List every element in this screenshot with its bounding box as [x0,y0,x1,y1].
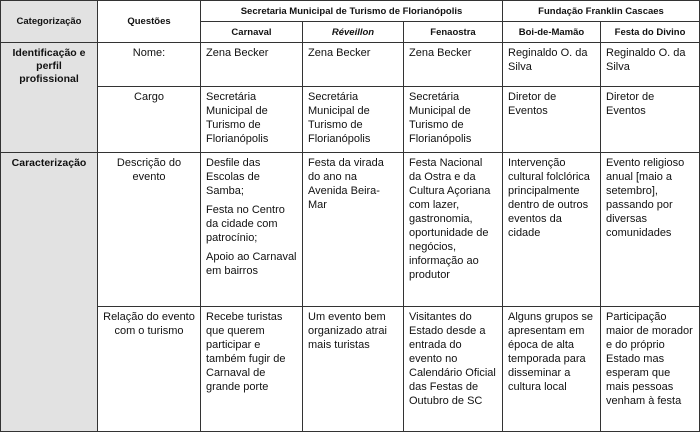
header-event-carnaval: Carnaval [201,22,303,43]
cell-cargo-reveillon [303,87,404,153]
header-event-reveillon: Réveillon [303,22,404,43]
table-row-relacao [1,307,700,432]
cell-text: Recebe turistas que querem participar e também fugir de Carnaval de grande porte [206,311,286,393]
category-identificacao: Identificação e perfil profissional [1,43,98,153]
header-fundacao: Fundação Franklin Cascaes [503,1,700,22]
cell-text: Zena Becker [308,47,371,59]
header-questoes: Questões [98,1,201,43]
cell-text: Secretária Municipal de Turismo de Florianópolis [206,91,269,145]
cell-cargo-carnaval [201,87,303,153]
table-row-cargo [1,87,700,153]
cell-descricao-boi-de-mamao [503,153,601,307]
cell-text: Diretor de Eventos [508,91,557,117]
cell-text: Alguns grupos se apresentam em época de alta temporada para disseminar a cultura local [508,311,593,393]
cell-text: Zena Becker [409,47,472,59]
cell-text: Zena Becker [206,47,269,59]
cell-cargo-fenaostra [404,87,503,153]
cell-descricao-fenaostra [404,153,503,307]
cell-text: Evento religioso anual [maio a setembro], passando por diversas comunidades [606,157,685,239]
cell-relacao-fenaostra [404,307,503,432]
header-categorizacao: Categorização [1,1,98,43]
question-cargo: Cargo [98,87,201,153]
cell-descricao-festa-do-divino [601,153,700,307]
cell-text: Festa da virada do ano na Avenida Beira-Mar [308,157,384,211]
cell-nome-boi-de-mamao [503,43,601,87]
cell-text: Participação maior de morador e do próprio Estado mas esperam que mais pessoas venham à festa [606,311,693,407]
cell-cargo-boi-de-mamao [503,87,601,153]
cell-text: Diretor de Eventos [606,91,655,117]
cell-text: Intervenção cultural folclórica principalmente dentro de outros eventos da cidade [508,157,590,239]
question-nome: Nome: [98,43,201,87]
cell-text: Reginaldo O. da Silva [508,47,588,73]
category-caracterizacao: Caracterização [1,153,98,432]
cell-text: Secretária Municipal de Turismo de Florianópolis [308,91,371,145]
cell-relacao-carnaval [201,307,303,432]
cell-nome-reveillon [303,43,404,87]
cell-text: Festa Nacional da Ostra e da Cultura Açoriana com lazer, gastronomia, oportunidade de negócios, informação ao produtor [409,157,491,281]
cell-relacao-reveillon [303,307,404,432]
cell-relacao-festa-do-divino [601,307,700,432]
header-secretaria: Secretaria Municipal de Turismo de Florianópolis [201,1,503,22]
cell-descricao-carnaval [201,153,303,307]
cell-text: Secretária Municipal de Turismo de Florianópolis [409,91,472,145]
cell-text: Festa no Centro da cidade com patrocínio; [206,204,285,244]
question-descricao: Descrição do evento [98,153,201,307]
question-relacao: Relação do evento com o turismo [98,307,201,432]
table-row-nome [1,43,700,87]
cell-text: Reginaldo O. da Silva [606,47,686,73]
table-row-descricao [1,153,700,307]
header-event-festa-do-divino: Festa do Divino [601,22,700,43]
cell-cargo-festa-do-divino [601,87,700,153]
cell-text: Apoio ao Carnaval em bairros [206,251,297,277]
cell-nome-carnaval [201,43,303,87]
cell-text: Visitantes do Estado desde a entrada do evento no Calendário Oficial das Festas de Outubro de SC [409,311,496,407]
cell-text: Desfile das Escolas de Samba; [206,157,261,197]
cell-relacao-boi-de-mamao [503,307,601,432]
header-event-fenaostra: Fenaostra [404,22,503,43]
cell-nome-fenaostra [404,43,503,87]
header-event-boi-de-mamao: Boi-de-Mamão [503,22,601,43]
cell-text: Um evento bem organizado atrai mais turistas [308,311,387,351]
cell-descricao-reveillon [303,153,404,307]
cell-nome-festa-do-divino [601,43,700,87]
